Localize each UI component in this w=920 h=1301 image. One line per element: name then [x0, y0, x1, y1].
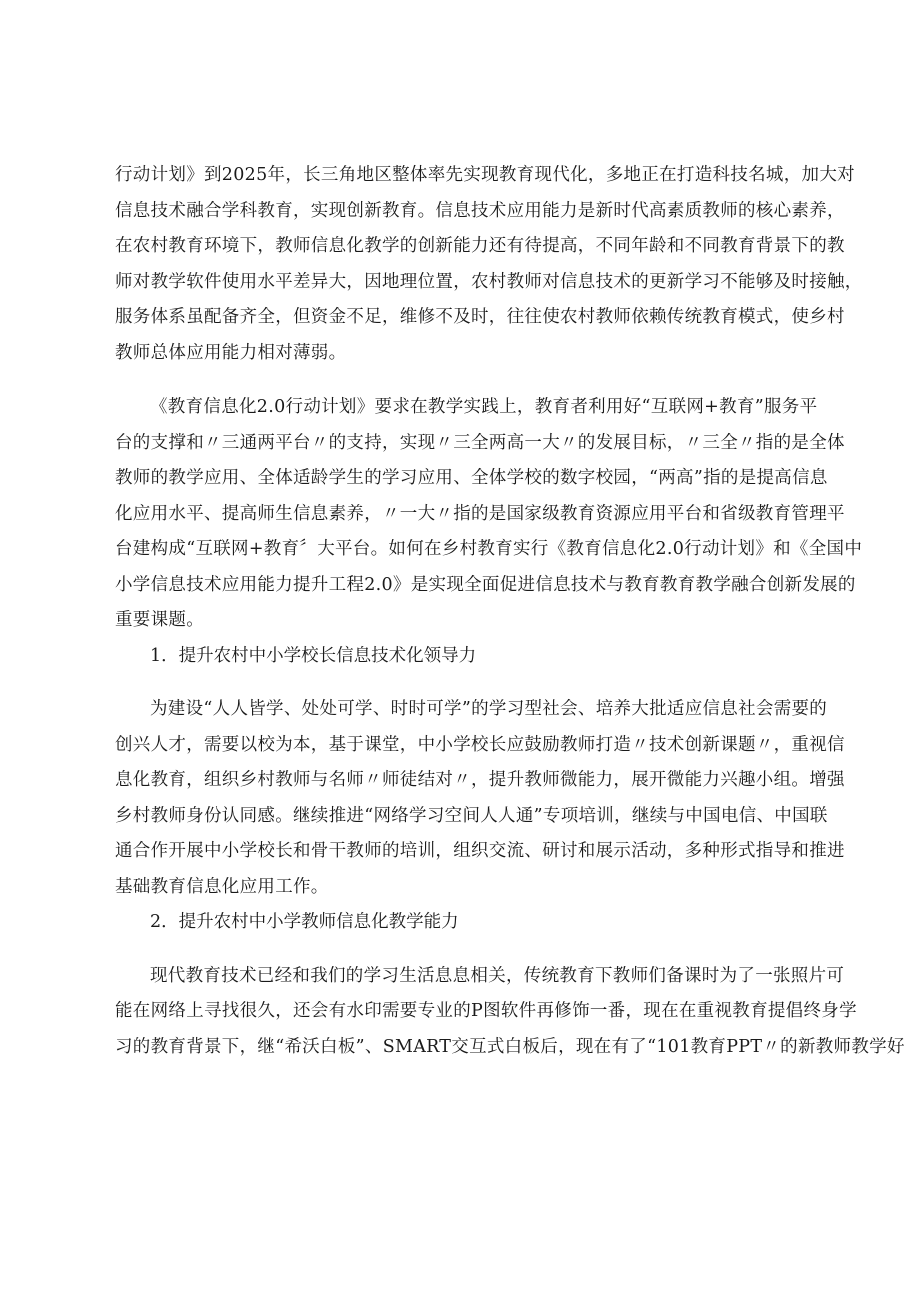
text-line: 台的支撑和〃三通两平台〃的支持，实现〃三全两高一大〃的发展目标，〃三全〃指的是全体	[115, 432, 845, 453]
paragraph-1	[115, 158, 863, 371]
text-line: 小学信息技术应用能力提升工程2.0》是实现全面促进信息技术与教育教育教学融合创新发展的	[115, 574, 856, 595]
paragraph-2	[115, 390, 863, 639]
text-line: 创兴人才，需要以校为本，基于课堂，中小学校长应鼓励教师打造〃技术创新课题〃，重视信	[115, 734, 845, 755]
text-line: 教师的教学应用、全体适龄学生的学习应用、全体学校的数字校园，“两高”指的是提高信息	[115, 468, 828, 488]
text-line: 为建设“人人皆学、处处可学、时时可学”的学习型社会、培养大批适应信息社会需要的	[150, 699, 828, 719]
text-line: 化应用水平、提高师生信息素养，〃一大〃指的是国家级教育资源应用平台和省级教育管理平	[115, 503, 845, 524]
text-line: 教师总体应用能力相对薄弱。	[115, 342, 347, 363]
text-line: 《教育信息化2.0行动计划》要求在教学实践上，教育者利用好“互联网+教育”服务平	[150, 397, 818, 417]
text-line: 服务体系虽配备齐全，但资金不足，维修不及时，往往使农村教师依赖传统教育模式，使乡村	[115, 307, 845, 327]
paragraph-4	[115, 959, 905, 1066]
text-line: 乡村教师身份认同感。继续推进“网络学习空间人人通”专项培训，继续与中国电信、中国联	[115, 805, 828, 826]
text-line: 现代教育技术已经和我们的学习生活息息相关，传统教育下教师们备课时为了一张照片可	[150, 965, 845, 986]
text-line: 能在网络上寻找很久，还会有水印需要专业的P图软件再修饰一番，现在在重视教育提倡终身学	[115, 1001, 857, 1021]
text-line: 在农村教育环境下，教师信息化教学的创新能力还有待提高，不同年龄和不同教育背景下的教	[115, 236, 845, 256]
text-line: 台建构成“互联网+教育〞大平台。如何在乡村教育实行《教育信息化2.0行动计划》和《全国中	[115, 539, 863, 559]
text-line: 重要课题。	[115, 610, 204, 630]
text-line: 行动计划》到2025年，长三角地区整体率先实现教育现代化，多地正在打造科技名城，加大对	[115, 165, 855, 185]
section-heading-1: 1．提升农村中小学校长信息技术化领导力	[150, 645, 477, 666]
text-line: 基础教育信息化应用工作。	[115, 876, 329, 897]
document-page	[115, 158, 905, 1065]
text-line: 师对教学软件使用水平差异大，因地理位置，农村教师对信息技术的更新学习不能够及时接触，	[115, 271, 863, 292]
paragraph-3	[115, 692, 845, 905]
text-line: 息化教育，组织乡村教师与名师〃师徒结对〃，提升教师微能力，展开微能力兴趣小组。增强	[115, 770, 845, 790]
text-line: 通合作开展中小学校长和骨干教师的培训，组织交流、研讨和展示活动，多种形式指导和推进	[115, 841, 845, 861]
section-heading-2: 2．提升农村中小学教师信息化教学能力	[150, 912, 459, 932]
text-line: 信息技术融合学科教育，实现创新教育。信息技术应用能力是新时代高素质教师的核心素养，	[115, 200, 845, 221]
text-line: 习的教育背景下，继“希沃白板”、SMART交互式白板后，现在有了“101教育PPT〃的新教师教学好	[115, 1036, 905, 1057]
